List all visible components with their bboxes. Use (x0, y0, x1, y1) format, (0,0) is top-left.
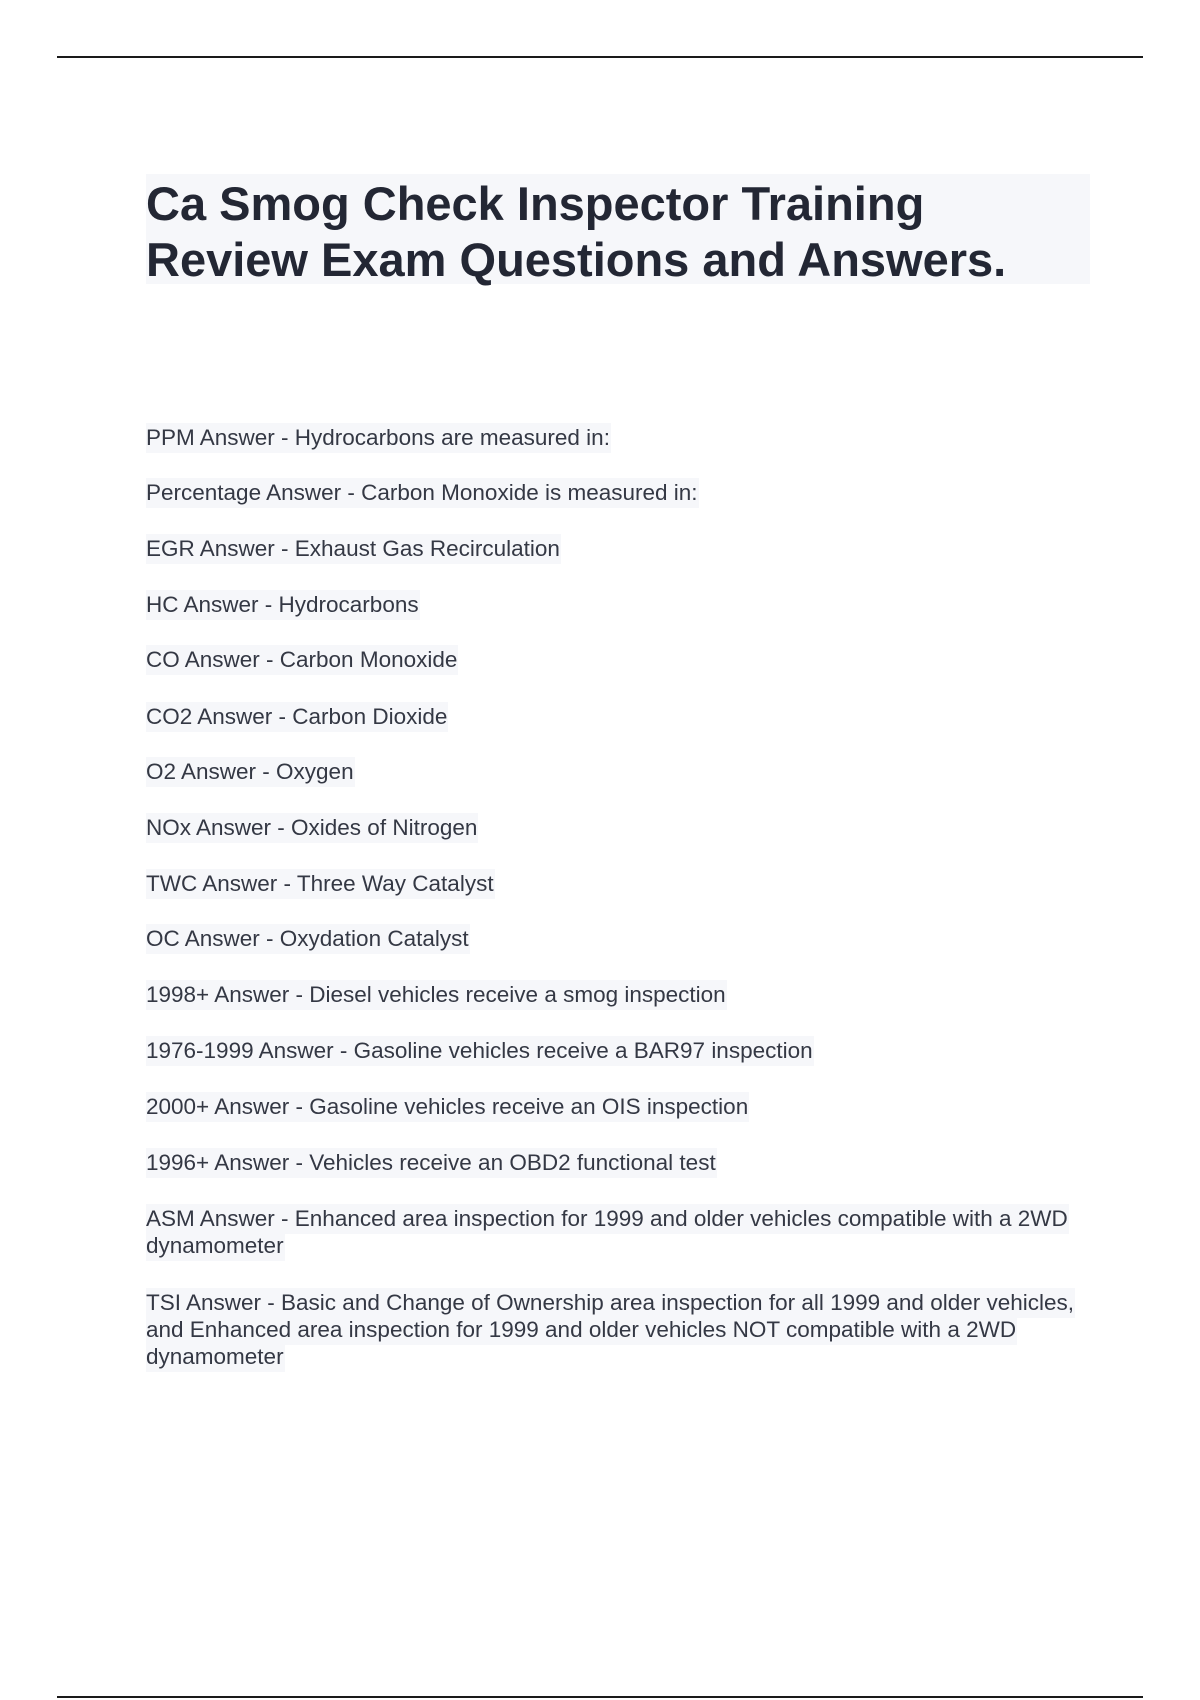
list-item: CO2 Answer - Carbon Dioxide (146, 703, 448, 730)
list-item: 1976-1999 Answer - Gasoline vehicles receive a BAR97 inspection (146, 1037, 814, 1064)
list-item: 1998+ Answer - Diesel vehicles receive a smog inspection (146, 981, 727, 1008)
list-item: CO Answer - Carbon Monoxide (146, 646, 458, 673)
list-item: TWC Answer - Three Way Catalyst (146, 870, 495, 897)
list-item: OC Answer - Oxydation Catalyst (146, 925, 470, 952)
list-item: EGR Answer - Exhaust Gas Recirculation (146, 535, 561, 562)
list-item: 2000+ Answer - Gasoline vehicles receive an OIS inspection (146, 1093, 749, 1120)
list-item: 1996+ Answer - Vehicles receive an OBD2 functional test (146, 1149, 717, 1176)
list-item: Percentage Answer - Carbon Monoxide is measured in: (146, 479, 699, 506)
title-line-1: Ca Smog Check Inspector Training (146, 177, 925, 230)
page-title (146, 174, 1090, 284)
list-item: O2 Answer - Oxygen (146, 758, 355, 785)
title-line-2: Review Exam Questions and Answers. (146, 233, 1007, 286)
list-item: ASM Answer - Enhanced area inspection for 1999 and older vehicles compatible with a 2WD dynamometer (146, 1205, 1090, 1259)
bottom-rule (57, 1696, 1143, 1698)
list-item: TSI Answer - Basic and Change of Ownership area inspection for all 1999 and older vehicles, and Enhanced area inspection for 1999 and older vehicles NOT compatible with a 2WD dynamometer (146, 1289, 1090, 1370)
list-item: NOx Answer - Oxides of Nitrogen (146, 814, 478, 841)
list-item: HC Answer - Hydrocarbons (146, 591, 420, 618)
top-rule (57, 56, 1143, 58)
list-item: PPM Answer - Hydrocarbons are measured in: (146, 424, 611, 451)
